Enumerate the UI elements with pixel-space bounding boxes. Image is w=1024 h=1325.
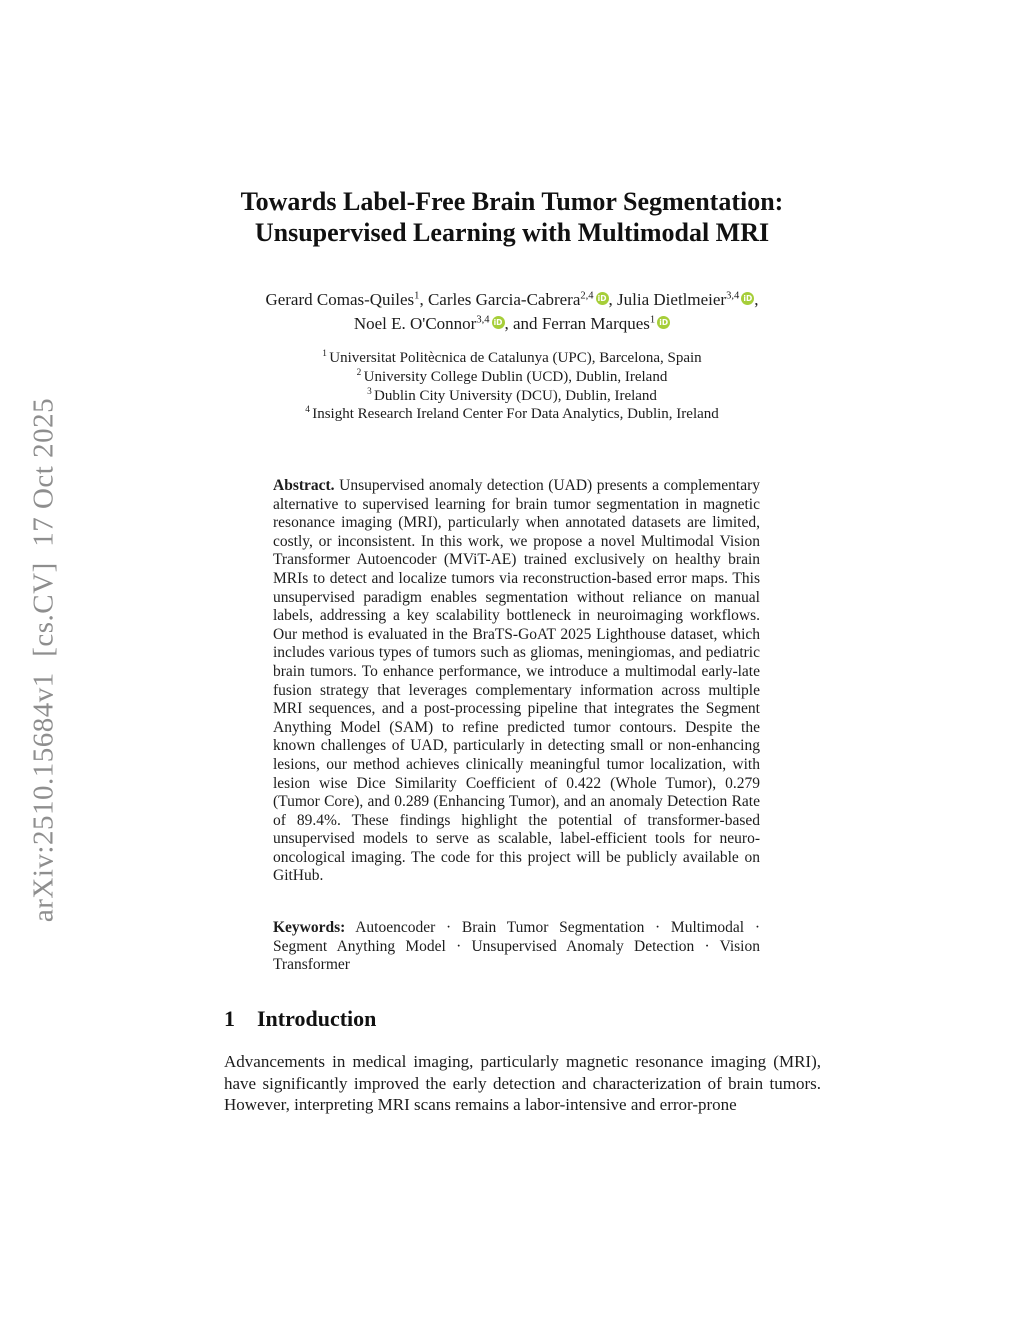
author-affiliation-superscript: 1 xyxy=(414,290,420,302)
keywords-label: Keywords: xyxy=(273,919,346,936)
abstract-label: Abstract. xyxy=(273,477,335,494)
orcid-icon[interactable]: iD xyxy=(741,292,754,305)
affiliation-text: Insight Research Ireland Center For Data Analytics, Dublin, Ireland xyxy=(312,406,719,423)
author-line xyxy=(0,288,1024,312)
author-list xyxy=(0,288,1024,336)
introduction-paragraph: Advancements in medical imaging, particularly magnetic resonance imaging (MRI), have significantly improved the early detection and characterization of brain tumors. However, interpreting MRI scans remains a labor-intensive and error-prone xyxy=(224,1052,821,1114)
arxiv-watermark: arXiv:2510.15684v1 [cs.CV] 17 Oct 2025 xyxy=(27,397,60,923)
author-separator: , xyxy=(608,290,618,309)
affiliation-text: University College Dublin (UCD), Dublin, Ireland xyxy=(363,368,668,385)
author-separator: , xyxy=(754,290,759,309)
author-affiliation-superscript: 2,4 xyxy=(580,290,594,302)
affiliation-superscript: 3 xyxy=(367,386,375,397)
section-heading-introduction xyxy=(224,1006,376,1032)
keywords-block xyxy=(273,919,760,975)
affiliation-superscript: 2 xyxy=(356,367,364,378)
affiliation-list xyxy=(0,349,1024,424)
section-title: Introduction xyxy=(257,1006,377,1031)
orcid-icon[interactable]: iD xyxy=(596,292,609,305)
abstract-block xyxy=(273,477,760,886)
author-affiliation-superscript: 3,4 xyxy=(476,314,490,326)
affiliation-text: Universitat Politècnica de Catalunya (UPC), Barcelona, Spain xyxy=(329,350,702,366)
orcid-icon[interactable]: iD xyxy=(657,316,670,329)
paper-title-line2: Unsupervised Learning with Multimodal MRI xyxy=(254,218,770,247)
affiliation-superscript: 1 xyxy=(322,349,330,359)
author-name: Carles Garcia-Cabrera xyxy=(427,290,581,309)
section-number: 1 xyxy=(224,1006,235,1031)
affiliation-line xyxy=(0,349,1024,368)
affiliation-line xyxy=(0,387,1024,406)
paper-title-line1: Towards Label-Free Brain Tumor Segmentation: xyxy=(240,187,784,216)
author-name: Julia Dietlmeier xyxy=(617,290,727,309)
affiliation-text: Dublin City University (DCU), Dublin, Ireland xyxy=(374,387,657,404)
author-name: Noel E. O'Connor xyxy=(353,314,477,333)
abstract-text: Unsupervised anomaly detection (UAD) presents a complementary alternative to supervised learning for brain tumor segmentation in magnetic resonance imaging (MRI), particularly when annotated datasets are limited, costly, or inconsistent. In this work, we propose a novel Multimodal Vision Transformer Autoencoder (MViT-AE) trained exclusively on healthy brain MRIs to detect and localize tumors via reconstruction-based error maps. This unsupervised paradigm enables segmentation without reliance on manual labels, addressing a key scalability bottleneck in neuroimaging workflows. Our method is evaluated in the BraTS-GoAT 2025 Lighthouse dataset, which includes various types of tumors such as gliomas, meningiomas, and pediatric brain tumors. To enhance performance, we introduce a multimodal early-late fusion strategy that leverages complementary information across multiple MRI sequences, and a post-processing pipeline that integrates the Segment Anything Model (SAM) to refine predicted tumor contours. Despite the known challenges of UAD, particularly in detecting small or non-enhancing lesions, our method achieves clinically meaningful tumor localization, with lesion wise Dice Similarity Coefficient of 0.422 (Whole Tumor), 0.279 (Tumor Core), and 0.289 (Enhancing Tumor), and an anomaly Detection Rate of 89.4%. These findings highlight the potential of transformer-based unsupervised models to serve as scalable, label-efficient tools for neuro-oncological imaging. The code for this project will be publicly available on GitHub. xyxy=(273,477,760,885)
author-affiliation-superscript: 1 xyxy=(649,314,656,326)
affiliation-superscript: 4 xyxy=(305,405,313,416)
affiliation-line xyxy=(0,368,1024,387)
author-name: Ferran Marques xyxy=(541,314,650,333)
author-name: Gerard Comas-Quiles xyxy=(265,290,415,309)
affiliation-line xyxy=(0,405,1024,424)
paper-title xyxy=(0,186,1024,248)
author-line xyxy=(0,312,1024,336)
author-separator: , xyxy=(419,290,428,309)
author-separator: , and xyxy=(504,314,542,333)
keywords-text: Autoencoder · Brain Tumor Segmentation · Multimodal · Segment Anything Model · Unsupervised Anomaly Detection · Vision Transformer xyxy=(273,919,760,974)
orcid-icon[interactable]: iD xyxy=(492,316,505,329)
author-affiliation-superscript: 3,4 xyxy=(726,290,740,302)
